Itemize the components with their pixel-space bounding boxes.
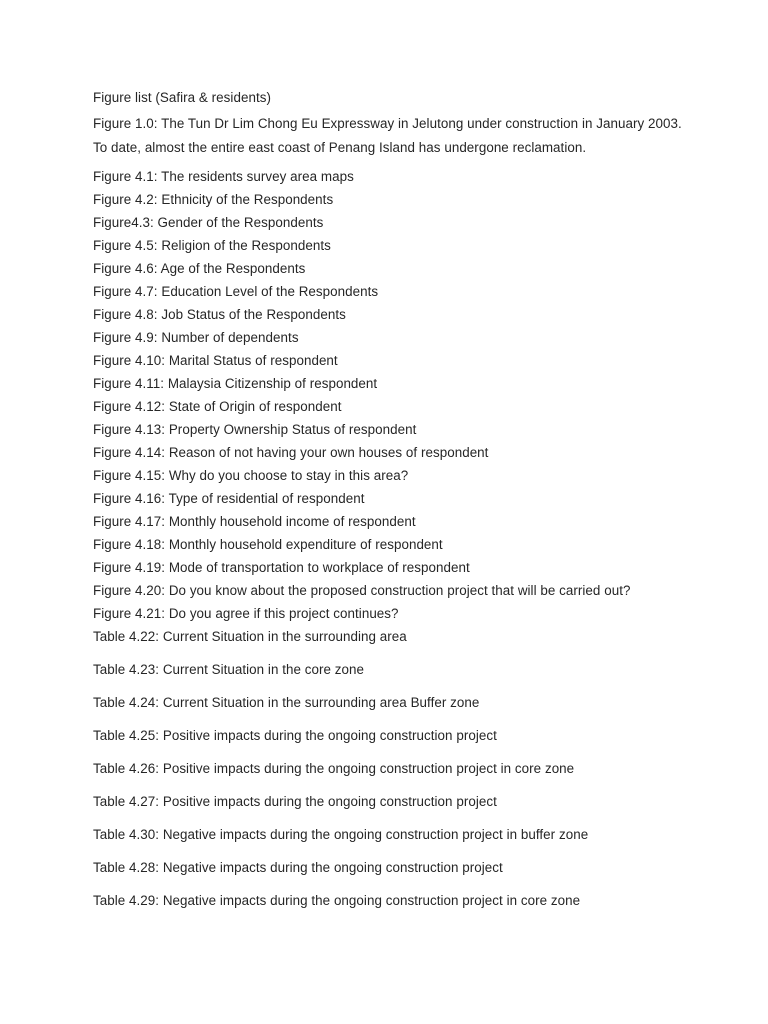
figure-list-item: Figure 4.20: Do you know about the proposed construction project that will be carried out? xyxy=(93,583,631,598)
figure-list-item: Figure 4.7: Education Level of the Respondents xyxy=(93,284,379,299)
table-list-item: Table 4.29: Negative impacts during the ongoing construction project in core zone xyxy=(93,893,581,908)
figure-list-item: Figure 4.9: Number of dependents xyxy=(93,330,299,345)
table-list-item: Table 4.23: Current Situation in the core zone xyxy=(93,662,365,677)
figure-list-item: Figure 4.11: Malaysia Citizenship of respondent xyxy=(93,376,378,391)
figure-list-item: Figure4.3: Gender of the Respondents xyxy=(93,215,324,230)
figure-list-item: Figure 4.15: Why do you choose to stay in this area? xyxy=(93,468,409,483)
table-list-item: Table 4.24: Current Situation in the surrounding area Buffer zone xyxy=(93,695,480,710)
table-list-item: Table 4.26: Positive impacts during the ongoing construction project in core zone xyxy=(93,761,575,776)
figure-list-item: Figure 4.21: Do you agree if this project continues? xyxy=(93,606,399,621)
figure-list-item: Figure 4.19: Mode of transportation to workplace of respondent xyxy=(93,560,470,575)
table-list-item: Table 4.30: Negative impacts during the ongoing construction project in buffer zone xyxy=(93,827,589,842)
figure-list-item: Figure 4.16: Type of residential of respondent xyxy=(93,491,365,506)
table-list-item: Table 4.25: Positive impacts during the ongoing construction project xyxy=(93,728,497,743)
document-page xyxy=(93,86,733,922)
table-list-item: Table 4.27: Positive impacts during the ongoing construction project xyxy=(93,794,497,809)
table-list-item: Table 4.28: Negative impacts during the ongoing construction project xyxy=(93,860,503,875)
figure-list-item: Figure 4.10: Marital Status of respondent xyxy=(93,353,338,368)
figure-list-item: Figure 4.17: Monthly household income of respondent xyxy=(93,514,416,529)
figure-list-item: Figure 4.6: Age of the Respondents xyxy=(93,261,306,276)
figure-list-item: Figure 4.14: Reason of not having your own houses of respondent xyxy=(93,445,489,460)
figure-list-item: Figure 4.12: State of Origin of respondent xyxy=(93,399,342,414)
table-list xyxy=(93,625,733,922)
figure-list-item: Figure 4.5: Religion of the Respondents xyxy=(93,238,331,253)
figure-list-item: Figure 4.8: Job Status of the Respondents xyxy=(93,307,346,322)
figure-1-0-caption: Figure 1.0: The Tun Dr Lim Chong Eu Expressway in Jelutong under construction in January 2003. To date, almost the entire east coast of Penang Island has undergone reclamation. xyxy=(93,116,682,155)
figure-list-item: Figure 4.2: Ethnicity of the Respondents xyxy=(93,192,334,207)
figure-list xyxy=(93,165,733,625)
figure-list-item: Figure 4.13: Property Ownership Status of respondent xyxy=(93,422,417,437)
figure-list-item: Figure 4.1: The residents survey area maps xyxy=(93,169,354,184)
figure-list-item: Figure 4.18: Monthly household expenditure of respondent xyxy=(93,537,443,552)
table-list-item: Table 4.22: Current Situation in the surrounding area xyxy=(93,629,407,644)
document-title: Figure list (Safira & residents) xyxy=(93,90,271,105)
